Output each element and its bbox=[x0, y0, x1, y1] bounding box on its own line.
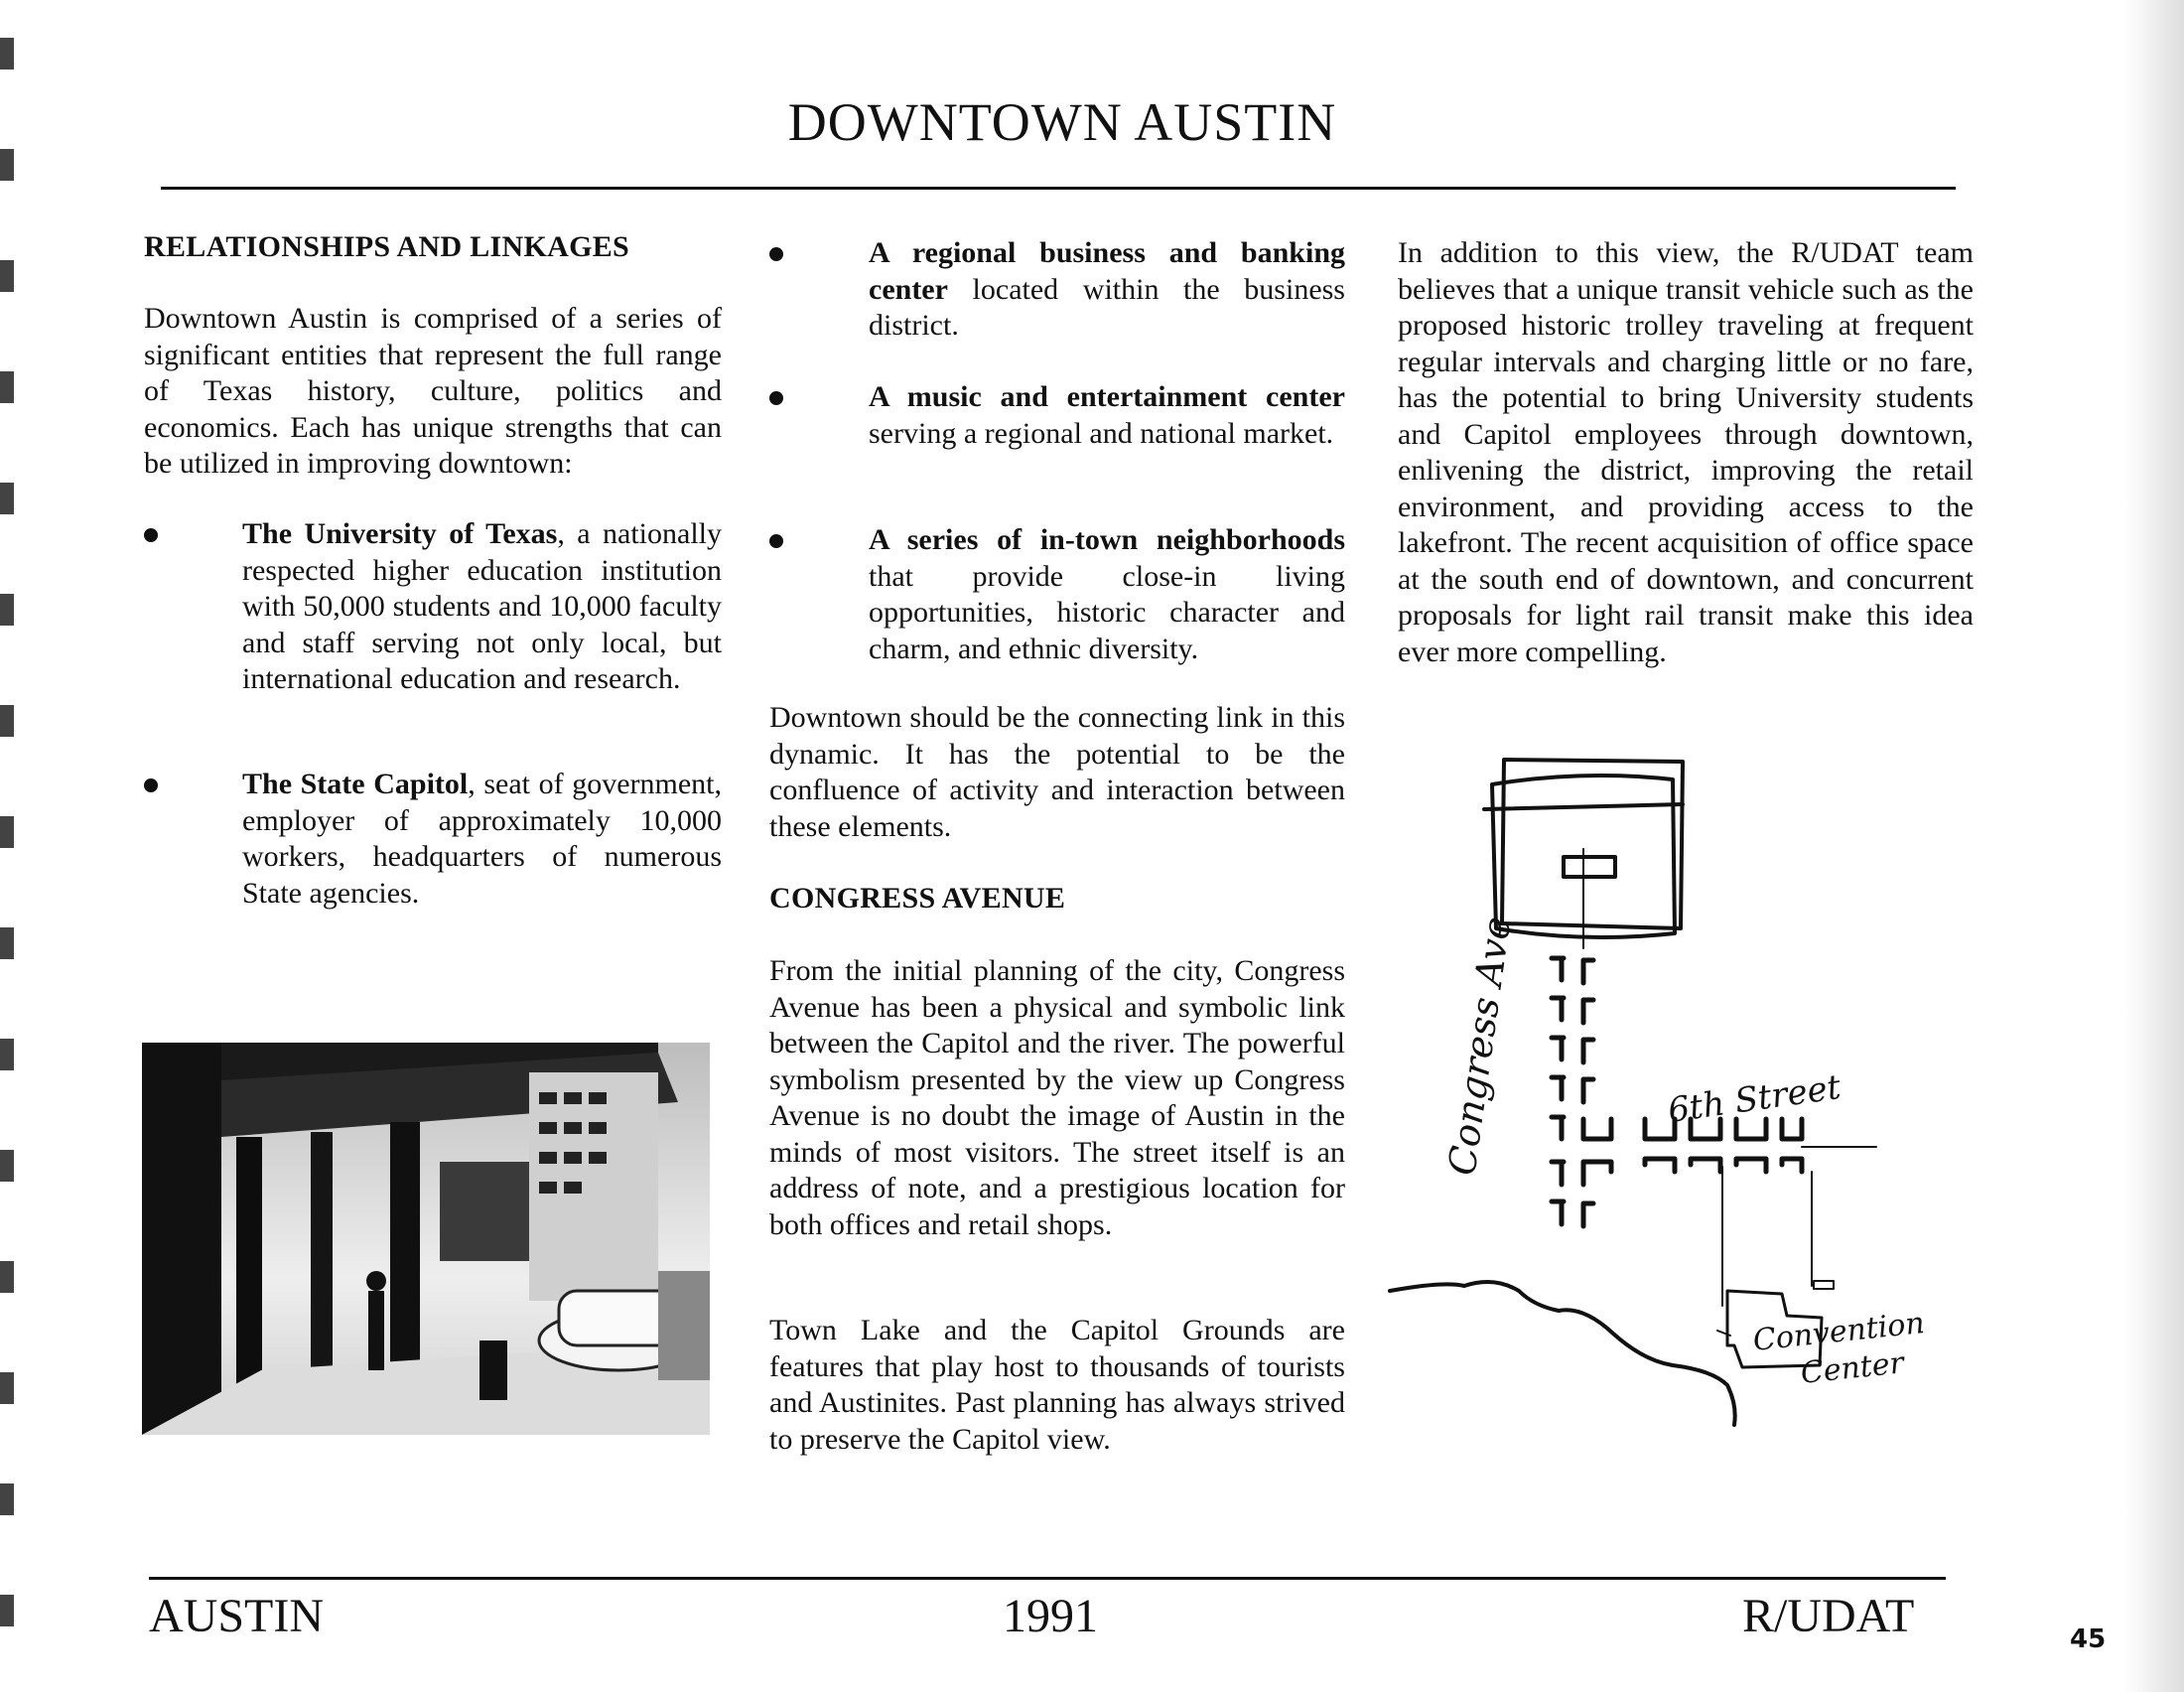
bullet-bold: A music and entertainment center bbox=[869, 380, 1345, 413]
header-rule bbox=[161, 187, 1956, 190]
bullet-dot bbox=[144, 778, 158, 792]
page-number: 45 bbox=[2070, 1624, 2107, 1654]
label-convention: Convention bbox=[1751, 1306, 1927, 1358]
bullet-text: , a nationally respected higher education institution with 50,000 students and 10,000 faculty and staff serving not only local, but international education and research. bbox=[242, 517, 722, 695]
intro-paragraph bbox=[144, 301, 722, 483]
connecting-link-paragraph bbox=[769, 700, 1345, 845]
bullet-neighborhoods bbox=[769, 522, 1345, 671]
label-center: Center bbox=[1799, 1345, 1906, 1391]
bullet-dot bbox=[769, 247, 783, 261]
bullet-bold: The State Capitol bbox=[242, 768, 469, 800]
footer-rule bbox=[149, 1577, 1946, 1580]
binding-edge bbox=[0, 0, 14, 1692]
bullet-music-center bbox=[769, 379, 1345, 489]
label-congress-ave: Congress Ave bbox=[1439, 914, 1520, 1179]
paragraph-text: In addition to this view, the R/UDAT team believes that a unique transit vehicle such as the proposed historic trolley traveling at frequent regular intervals and charging little or no fare, has the potential to bring University students and Capitol employees through downtown, enlivening the district, improving the retail environment, and providing access to the lakefront. The recent acquisition of office space at the south end of downtown, and concurrent proposals for light rail transit make this idea ever more compelling. bbox=[1398, 236, 1974, 668]
intro-text: Downtown Austin is comprised of a series of significant entities that represent the full range of Texas history, culture, politics and economics. Each has unique strengths that can be utilized in improving downtown: bbox=[144, 302, 722, 480]
bullet-bold: The University of Texas bbox=[242, 517, 558, 550]
downtown-sketch-map bbox=[1385, 750, 1990, 1534]
bullet-bold: A series of in-town neighborhoods bbox=[869, 523, 1345, 556]
paragraph-text: Downtown should be the connecting link in this dynamic. It has the potential to be the confluence of activity and interaction between these elements. bbox=[769, 701, 1345, 843]
label-6th-street: 6th Street bbox=[1665, 1066, 1843, 1131]
bullet-text: serving a regional and national market. bbox=[869, 416, 1334, 450]
bullet-text: located within the business district. bbox=[869, 272, 1345, 342]
congress-paragraph bbox=[769, 953, 1345, 1243]
section-heading-relationships: RELATIONSHIPS AND LINKAGES bbox=[144, 230, 630, 263]
paragraph-text: From the initial planning of the city, Congress Avenue has been a physical and symbolic link between the Capitol and the river. The powerful symbolism presented by the view up Congress Avenue is no doubt the image of Austin in the minds of most visitors. The street itself is an address of note, and a prestigious location for both offices and retail shops. bbox=[769, 954, 1345, 1241]
page-edge-shadow bbox=[2124, 0, 2184, 1692]
footer-left: AUSTIN bbox=[149, 1590, 324, 1642]
bullet-capitol bbox=[144, 767, 722, 945]
bullet-text: that provide close-in living opportunities, historic character and charm, and ethnic diversity. bbox=[869, 559, 1345, 665]
bullet-dot bbox=[144, 528, 158, 542]
town-lake-paragraph bbox=[769, 1313, 1345, 1458]
bullet-business-center bbox=[769, 235, 1345, 345]
bullet-dot bbox=[769, 391, 783, 405]
street-photo bbox=[142, 1043, 710, 1435]
paragraph-text: Town Lake and the Capitol Grounds are features that play host to thousands of tourists and Austinites. Past planning has always strived to preserve the Capitol view. bbox=[769, 1314, 1345, 1456]
footer-year: 1991 bbox=[1003, 1590, 1098, 1642]
bullet-bold: A regional business and banking center bbox=[869, 236, 1345, 306]
bullet-university bbox=[144, 516, 722, 735]
footer-right: R/UDAT bbox=[1742, 1590, 1915, 1642]
section-heading-congress: CONGRESS AVENUE bbox=[769, 882, 1066, 915]
transit-paragraph bbox=[1398, 235, 1974, 670]
bullet-text: , seat of government, employer of approximately 10,000 workers, headquarters of numerous State agencies. bbox=[242, 768, 723, 910]
bullet-dot bbox=[769, 534, 783, 548]
page-title: DOWNTOWN AUSTIN bbox=[787, 92, 1337, 152]
